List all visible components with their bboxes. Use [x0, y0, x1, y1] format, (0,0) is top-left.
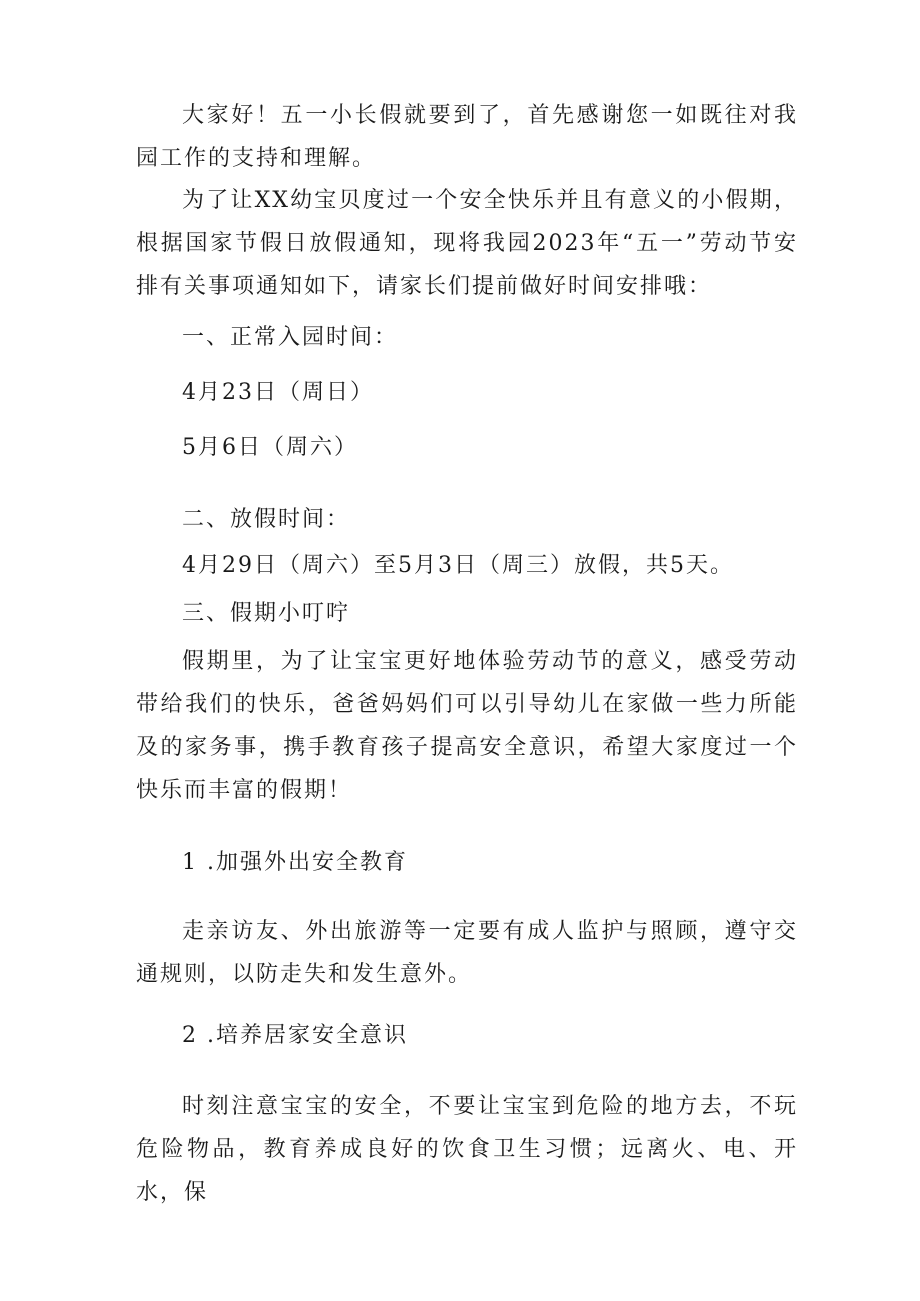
- tip2-title: 2 .培养居家安全意识: [182, 1023, 408, 1048]
- section2-heading: 二、放假时间：: [182, 507, 351, 532]
- section1-heading: 一、正常入园时间：: [182, 325, 399, 350]
- attendance-date-1: 4月23日（周日）: [182, 380, 374, 405]
- holiday-period-text: 4月29日（周六）至5月3日（周三）放假，共5天。: [182, 553, 734, 578]
- intro-paragraph: 为了让XX幼宝贝度过一个安全快乐并且有意义的小假期，根据国家节假日放假通知，现将我园2023年“五一”劳动节安排有关事项通知如下，请家长们提前做好时间安排哦：: [136, 188, 798, 299]
- attendance-date-2: 5月6日（周六）: [182, 435, 358, 460]
- tip1-title: 1 .加强外出安全教育: [182, 850, 408, 875]
- section3-heading: 三、假期小叮咛: [182, 601, 351, 626]
- greeting-paragraph: 大家好！五一小长假就要到了，首先感谢您一如既往对我园工作的支持和理解。: [136, 103, 798, 171]
- tip1-text: 走亲访友、外出旅游等一定要有成人监护与照顾，遵守交通规则，以防走失和发生意外。: [136, 919, 798, 987]
- holiday-tips-paragraph: 假期里，为了让宝宝更好地体验劳动节的意义，感受劳动带给我们的快乐，爸爸妈妈们可以引导幼儿在家做一些力所能及的家务事，携手教育孩子提高安全意识，希望大家度过一个快乐而丰富的假期！: [136, 649, 798, 803]
- tip2-text: 时刻注意宝宝的安全，不要让宝宝到危险的地方去，不玩危险物品，教育养成良好的饮食卫生习惯；远离火、电、开水，保: [136, 1094, 798, 1205]
